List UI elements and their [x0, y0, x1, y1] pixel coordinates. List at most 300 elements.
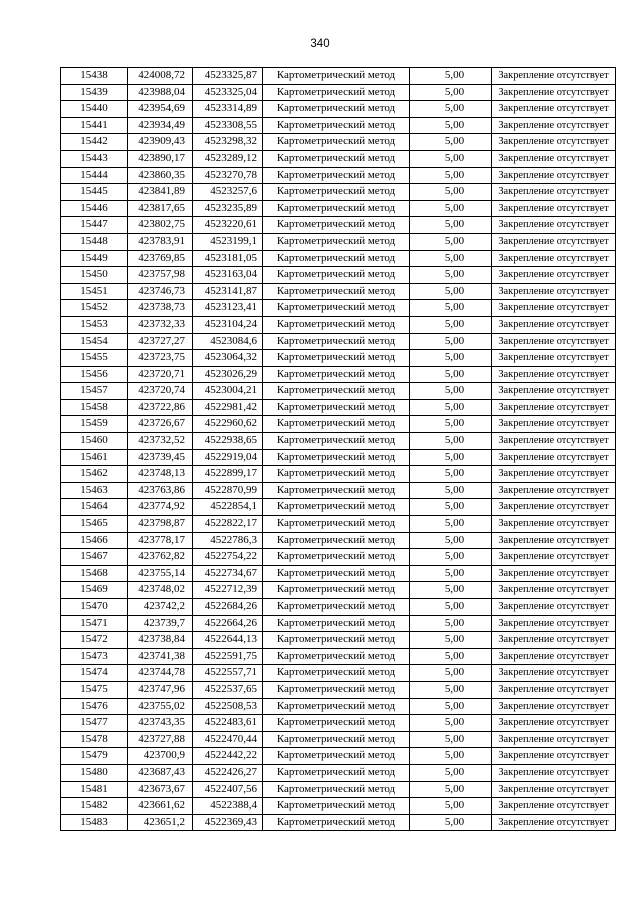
point-number-cell: 15466 — [61, 532, 128, 549]
x-coordinate-cell: 423744,78 — [128, 665, 193, 682]
point-number-cell: 15443 — [61, 150, 128, 167]
error-cell: 5,00 — [410, 632, 492, 649]
table-row — [61, 167, 616, 184]
y-coordinate-cell: 4523235,89 — [193, 200, 263, 217]
table-row — [61, 383, 616, 400]
x-coordinate-cell: 423841,89 — [128, 184, 193, 201]
y-coordinate-cell: 4523163,04 — [193, 267, 263, 284]
fixation-cell: Закрепление отсутствует — [492, 549, 616, 566]
x-coordinate-cell: 423755,02 — [128, 698, 193, 715]
y-coordinate-cell: 4522870,99 — [193, 482, 263, 499]
x-coordinate-cell: 423817,65 — [128, 200, 193, 217]
fixation-cell: Закрепление отсутствует — [492, 300, 616, 317]
table-row — [61, 150, 616, 167]
y-coordinate-cell: 4523270,78 — [193, 167, 263, 184]
x-coordinate-cell: 423743,35 — [128, 715, 193, 732]
error-cell: 5,00 — [410, 150, 492, 167]
point-number-cell: 15465 — [61, 516, 128, 533]
x-coordinate-cell: 424008,72 — [128, 68, 193, 85]
x-coordinate-cell: 423722,86 — [128, 399, 193, 416]
table-row — [61, 250, 616, 267]
method-cell: Картометрический метод — [263, 84, 410, 101]
table-row — [61, 366, 616, 383]
error-cell: 5,00 — [410, 433, 492, 450]
method-cell: Картометрический метод — [263, 184, 410, 201]
method-cell: Картометрический метод — [263, 250, 410, 267]
method-cell: Картометрический метод — [263, 632, 410, 649]
fixation-cell: Закрепление отсутствует — [492, 681, 616, 698]
page-number: 340 — [310, 38, 330, 50]
fixation-cell: Закрепление отсутствует — [492, 267, 616, 284]
y-coordinate-cell: 4523289,12 — [193, 150, 263, 167]
x-coordinate-cell: 423748,13 — [128, 466, 193, 483]
table-row — [61, 117, 616, 134]
x-coordinate-cell: 423720,74 — [128, 383, 193, 400]
method-cell: Картометрический метод — [263, 117, 410, 134]
fixation-cell: Закрепление отсутствует — [492, 798, 616, 815]
y-coordinate-cell: 4523026,29 — [193, 366, 263, 383]
point-number-cell: 15448 — [61, 233, 128, 250]
table-row — [61, 615, 616, 632]
x-coordinate-cell: 423954,69 — [128, 101, 193, 118]
point-number-cell: 15441 — [61, 117, 128, 134]
fixation-cell: Закрепление отсутствует — [492, 449, 616, 466]
error-cell: 5,00 — [410, 300, 492, 317]
y-coordinate-cell: 4522938,65 — [193, 433, 263, 450]
method-cell: Картометрический метод — [263, 748, 410, 765]
x-coordinate-cell: 423802,75 — [128, 217, 193, 234]
x-coordinate-cell: 423769,85 — [128, 250, 193, 267]
error-cell: 5,00 — [410, 715, 492, 732]
fixation-cell: Закрепление отсутствует — [492, 84, 616, 101]
method-cell: Картометрический метод — [263, 781, 410, 798]
y-coordinate-cell: 4522557,71 — [193, 665, 263, 682]
error-cell: 5,00 — [410, 117, 492, 134]
method-cell: Картометрический метод — [263, 798, 410, 815]
x-coordinate-cell: 423774,92 — [128, 499, 193, 516]
error-cell: 5,00 — [410, 582, 492, 599]
y-coordinate-cell: 4522644,13 — [193, 632, 263, 649]
x-coordinate-cell: 423738,84 — [128, 632, 193, 649]
y-coordinate-cell: 4523064,32 — [193, 350, 263, 367]
x-coordinate-cell: 423762,82 — [128, 549, 193, 566]
y-coordinate-cell: 4523308,55 — [193, 117, 263, 134]
table-row — [61, 482, 616, 499]
point-number-cell: 15445 — [61, 184, 128, 201]
x-coordinate-cell: 423738,73 — [128, 300, 193, 317]
point-number-cell: 15469 — [61, 582, 128, 599]
x-coordinate-cell: 423720,71 — [128, 366, 193, 383]
error-cell: 5,00 — [410, 101, 492, 118]
x-coordinate-cell: 423988,04 — [128, 84, 193, 101]
fixation-cell: Закрепление отсутствует — [492, 134, 616, 151]
error-cell: 5,00 — [410, 233, 492, 250]
table-row — [61, 764, 616, 781]
method-cell: Картометрический метод — [263, 665, 410, 682]
method-cell: Картометрический метод — [263, 316, 410, 333]
point-number-cell: 15457 — [61, 383, 128, 400]
error-cell: 5,00 — [410, 565, 492, 582]
method-cell: Картометрический метод — [263, 516, 410, 533]
y-coordinate-cell: 4522388,4 — [193, 798, 263, 815]
fixation-cell: Закрепление отсутствует — [492, 748, 616, 765]
point-number-cell: 15472 — [61, 632, 128, 649]
x-coordinate-cell: 423890,17 — [128, 150, 193, 167]
table-row — [61, 532, 616, 549]
method-cell: Картометрический метод — [263, 150, 410, 167]
fixation-cell: Закрепление отсутствует — [492, 764, 616, 781]
error-cell: 5,00 — [410, 350, 492, 367]
point-number-cell: 15483 — [61, 814, 128, 831]
point-number-cell: 15481 — [61, 781, 128, 798]
point-number-cell: 15452 — [61, 300, 128, 317]
fixation-cell: Закрепление отсутствует — [492, 200, 616, 217]
fixation-cell: Закрепление отсутствует — [492, 648, 616, 665]
point-number-cell: 15462 — [61, 466, 128, 483]
table-row — [61, 748, 616, 765]
method-cell: Картометрический метод — [263, 681, 410, 698]
point-number-cell: 15446 — [61, 200, 128, 217]
x-coordinate-cell: 423732,52 — [128, 433, 193, 450]
error-cell: 5,00 — [410, 217, 492, 234]
y-coordinate-cell: 4522483,61 — [193, 715, 263, 732]
point-number-cell: 15477 — [61, 715, 128, 732]
fixation-cell: Закрепление отсутствует — [492, 383, 616, 400]
fixation-cell: Закрепление отсутствует — [492, 499, 616, 516]
fixation-cell: Закрепление отсутствует — [492, 316, 616, 333]
error-cell: 5,00 — [410, 167, 492, 184]
table-row — [61, 134, 616, 151]
method-cell: Картометрический метод — [263, 300, 410, 317]
x-coordinate-cell: 423746,73 — [128, 283, 193, 300]
x-coordinate-cell: 423860,35 — [128, 167, 193, 184]
y-coordinate-cell: 4522426,27 — [193, 764, 263, 781]
x-coordinate-cell: 423755,14 — [128, 565, 193, 582]
fixation-cell: Закрепление отсутствует — [492, 233, 616, 250]
table-row — [61, 681, 616, 698]
table-row — [61, 798, 616, 815]
error-cell: 5,00 — [410, 698, 492, 715]
error-cell: 5,00 — [410, 399, 492, 416]
point-number-cell: 15438 — [61, 68, 128, 85]
method-cell: Картометрический метод — [263, 68, 410, 85]
y-coordinate-cell: 4522369,43 — [193, 814, 263, 831]
x-coordinate-cell: 423726,67 — [128, 416, 193, 433]
point-number-cell: 15449 — [61, 250, 128, 267]
point-number-cell: 15447 — [61, 217, 128, 234]
point-number-cell: 15459 — [61, 416, 128, 433]
fixation-cell: Закрепление отсутствует — [492, 117, 616, 134]
x-coordinate-cell: 423739,45 — [128, 449, 193, 466]
y-coordinate-cell: 4522854,1 — [193, 499, 263, 516]
point-number-cell: 15442 — [61, 134, 128, 151]
x-coordinate-cell: 423687,43 — [128, 764, 193, 781]
error-cell: 5,00 — [410, 814, 492, 831]
point-number-cell: 15468 — [61, 565, 128, 582]
table-row — [61, 516, 616, 533]
error-cell: 5,00 — [410, 283, 492, 300]
table-row — [61, 300, 616, 317]
fixation-cell: Закрепление отсутствует — [492, 632, 616, 649]
error-cell: 5,00 — [410, 184, 492, 201]
y-coordinate-cell: 4523084,6 — [193, 333, 263, 350]
method-cell: Картометрический метод — [263, 482, 410, 499]
point-number-cell: 15470 — [61, 599, 128, 616]
point-number-cell: 15458 — [61, 399, 128, 416]
method-cell: Картометрический метод — [263, 731, 410, 748]
method-cell: Картометрический метод — [263, 648, 410, 665]
y-coordinate-cell: 4522442,22 — [193, 748, 263, 765]
fixation-cell: Закрепление отсутствует — [492, 283, 616, 300]
method-cell: Картометрический метод — [263, 814, 410, 831]
x-coordinate-cell: 423783,91 — [128, 233, 193, 250]
point-number-cell: 15473 — [61, 648, 128, 665]
table-row — [61, 84, 616, 101]
fixation-cell: Закрепление отсутствует — [492, 565, 616, 582]
method-cell: Картометрический метод — [263, 698, 410, 715]
y-coordinate-cell: 4522981,42 — [193, 399, 263, 416]
point-number-cell: 15456 — [61, 366, 128, 383]
fixation-cell: Закрепление отсутствует — [492, 665, 616, 682]
point-number-cell: 15451 — [61, 283, 128, 300]
error-cell: 5,00 — [410, 499, 492, 516]
fixation-cell: Закрепление отсутствует — [492, 167, 616, 184]
point-number-cell: 15453 — [61, 316, 128, 333]
y-coordinate-cell: 4522537,65 — [193, 681, 263, 698]
y-coordinate-cell: 4522407,56 — [193, 781, 263, 798]
error-cell: 5,00 — [410, 681, 492, 698]
error-cell: 5,00 — [410, 416, 492, 433]
fixation-cell: Закрепление отсутствует — [492, 582, 616, 599]
error-cell: 5,00 — [410, 731, 492, 748]
point-number-cell: 15461 — [61, 449, 128, 466]
x-coordinate-cell: 423757,98 — [128, 267, 193, 284]
y-coordinate-cell: 4522591,75 — [193, 648, 263, 665]
y-coordinate-cell: 4522712,39 — [193, 582, 263, 599]
table-row — [61, 416, 616, 433]
fixation-cell: Закрепление отсутствует — [492, 101, 616, 118]
fixation-cell: Закрепление отсутствует — [492, 250, 616, 267]
table-row — [61, 283, 616, 300]
error-cell: 5,00 — [410, 482, 492, 499]
table-row — [61, 549, 616, 566]
method-cell: Картометрический метод — [263, 101, 410, 118]
error-cell: 5,00 — [410, 449, 492, 466]
x-coordinate-cell: 423763,86 — [128, 482, 193, 499]
error-cell: 5,00 — [410, 316, 492, 333]
y-coordinate-cell: 4523004,21 — [193, 383, 263, 400]
fixation-cell: Закрепление отсутствует — [492, 615, 616, 632]
table-row — [61, 433, 616, 450]
point-number-cell: 15476 — [61, 698, 128, 715]
point-number-cell: 15479 — [61, 748, 128, 765]
y-coordinate-cell: 4523141,87 — [193, 283, 263, 300]
method-cell: Картометрический метод — [263, 383, 410, 400]
table-row — [61, 200, 616, 217]
x-coordinate-cell: 423798,87 — [128, 516, 193, 533]
y-coordinate-cell: 4523314,89 — [193, 101, 263, 118]
fixation-cell: Закрепление отсутствует — [492, 366, 616, 383]
y-coordinate-cell: 4523325,04 — [193, 84, 263, 101]
table-row — [61, 599, 616, 616]
error-cell: 5,00 — [410, 366, 492, 383]
fixation-cell: Закрепление отсутствует — [492, 399, 616, 416]
method-cell: Картометрический метод — [263, 582, 410, 599]
point-number-cell: 15464 — [61, 499, 128, 516]
y-coordinate-cell: 4522822,17 — [193, 516, 263, 533]
table-row — [61, 731, 616, 748]
point-number-cell: 15444 — [61, 167, 128, 184]
fixation-cell: Закрепление отсутствует — [492, 516, 616, 533]
fixation-cell: Закрепление отсутствует — [492, 715, 616, 732]
table-row — [61, 267, 616, 284]
y-coordinate-cell: 4522754,22 — [193, 549, 263, 566]
x-coordinate-cell: 423673,67 — [128, 781, 193, 798]
method-cell: Картометрический метод — [263, 549, 410, 566]
method-cell: Картометрический метод — [263, 333, 410, 350]
table-row — [61, 399, 616, 416]
table-row — [61, 781, 616, 798]
x-coordinate-cell: 423661,62 — [128, 798, 193, 815]
y-coordinate-cell: 4522960,62 — [193, 416, 263, 433]
point-number-cell: 15467 — [61, 549, 128, 566]
y-coordinate-cell: 4522684,26 — [193, 599, 263, 616]
error-cell: 5,00 — [410, 516, 492, 533]
method-cell: Картометрический метод — [263, 134, 410, 151]
y-coordinate-cell: 4522899,17 — [193, 466, 263, 483]
method-cell: Картометрический метод — [263, 366, 410, 383]
fixation-cell: Закрепление отсутствует — [492, 150, 616, 167]
method-cell: Картометрический метод — [263, 399, 410, 416]
coordinates-table-body — [61, 68, 616, 831]
method-cell: Картометрический метод — [263, 466, 410, 483]
x-coordinate-cell: 423727,88 — [128, 731, 193, 748]
error-cell: 5,00 — [410, 333, 492, 350]
table-row — [61, 814, 616, 831]
y-coordinate-cell: 4523123,41 — [193, 300, 263, 317]
error-cell: 5,00 — [410, 748, 492, 765]
fixation-cell: Закрепление отсутствует — [492, 482, 616, 499]
point-number-cell: 15460 — [61, 433, 128, 450]
x-coordinate-cell: 423778,17 — [128, 532, 193, 549]
point-number-cell: 15439 — [61, 84, 128, 101]
point-number-cell: 15463 — [61, 482, 128, 499]
method-cell: Картометрический метод — [263, 167, 410, 184]
error-cell: 5,00 — [410, 764, 492, 781]
error-cell: 5,00 — [410, 549, 492, 566]
fixation-cell: Закрепление отсутствует — [492, 184, 616, 201]
fixation-cell: Закрепление отсутствует — [492, 814, 616, 831]
y-coordinate-cell: 4523220,61 — [193, 217, 263, 234]
x-coordinate-cell: 423739,7 — [128, 615, 193, 632]
x-coordinate-cell: 423741,38 — [128, 648, 193, 665]
y-coordinate-cell: 4522786,3 — [193, 532, 263, 549]
point-number-cell: 15482 — [61, 798, 128, 815]
error-cell: 5,00 — [410, 532, 492, 549]
table-row — [61, 184, 616, 201]
error-cell: 5,00 — [410, 781, 492, 798]
y-coordinate-cell: 4523181,05 — [193, 250, 263, 267]
table-row — [61, 233, 616, 250]
table-row — [61, 648, 616, 665]
error-cell: 5,00 — [410, 599, 492, 616]
error-cell: 5,00 — [410, 798, 492, 815]
y-coordinate-cell: 4522470,44 — [193, 731, 263, 748]
method-cell: Картометрический метод — [263, 416, 410, 433]
y-coordinate-cell: 4523298,32 — [193, 134, 263, 151]
y-coordinate-cell: 4523325,87 — [193, 68, 263, 85]
x-coordinate-cell: 423934,49 — [128, 117, 193, 134]
y-coordinate-cell: 4523257,6 — [193, 184, 263, 201]
method-cell: Картометрический метод — [263, 499, 410, 516]
error-cell: 5,00 — [410, 648, 492, 665]
fixation-cell: Закрепление отсутствует — [492, 698, 616, 715]
method-cell: Картометрический метод — [263, 350, 410, 367]
x-coordinate-cell: 423651,2 — [128, 814, 193, 831]
x-coordinate-cell: 423748,02 — [128, 582, 193, 599]
point-number-cell: 15478 — [61, 731, 128, 748]
method-cell: Картометрический метод — [263, 217, 410, 234]
method-cell: Картометрический метод — [263, 283, 410, 300]
method-cell: Картометрический метод — [263, 565, 410, 582]
table-row — [61, 101, 616, 118]
y-coordinate-cell: 4522664,26 — [193, 615, 263, 632]
y-coordinate-cell: 4522734,67 — [193, 565, 263, 582]
method-cell: Картометрический метод — [263, 532, 410, 549]
point-number-cell: 15440 — [61, 101, 128, 118]
x-coordinate-cell: 423700,9 — [128, 748, 193, 765]
table-row — [61, 698, 616, 715]
point-number-cell: 15450 — [61, 267, 128, 284]
fixation-cell: Закрепление отсутствует — [492, 217, 616, 234]
point-number-cell: 15454 — [61, 333, 128, 350]
method-cell: Картометрический метод — [263, 599, 410, 616]
x-coordinate-cell: 423747,96 — [128, 681, 193, 698]
error-cell: 5,00 — [410, 615, 492, 632]
table-row — [61, 350, 616, 367]
method-cell: Картометрический метод — [263, 715, 410, 732]
y-coordinate-cell: 4522919,04 — [193, 449, 263, 466]
method-cell: Картометрический метод — [263, 233, 410, 250]
point-number-cell: 15480 — [61, 764, 128, 781]
table-row — [61, 499, 616, 516]
error-cell: 5,00 — [410, 665, 492, 682]
y-coordinate-cell: 4522508,53 — [193, 698, 263, 715]
error-cell: 5,00 — [410, 250, 492, 267]
point-number-cell: 15475 — [61, 681, 128, 698]
x-coordinate-cell: 423909,43 — [128, 134, 193, 151]
fixation-cell: Закрепление отсутствует — [492, 333, 616, 350]
table-row — [61, 217, 616, 234]
point-number-cell: 15471 — [61, 615, 128, 632]
x-coordinate-cell: 423723,75 — [128, 350, 193, 367]
error-cell: 5,00 — [410, 383, 492, 400]
fixation-cell: Закрепление отсутствует — [492, 68, 616, 85]
table-row — [61, 316, 616, 333]
x-coordinate-cell: 423727,27 — [128, 333, 193, 350]
point-number-cell: 15455 — [61, 350, 128, 367]
method-cell: Картометрический метод — [263, 449, 410, 466]
table-row — [61, 466, 616, 483]
y-coordinate-cell: 4523199,1 — [193, 233, 263, 250]
error-cell: 5,00 — [410, 466, 492, 483]
fixation-cell: Закрепление отсутствует — [492, 731, 616, 748]
fixation-cell: Закрепление отсутствует — [492, 433, 616, 450]
table-row — [61, 68, 616, 85]
error-cell: 5,00 — [410, 68, 492, 85]
table-row — [61, 565, 616, 582]
method-cell: Картометрический метод — [263, 615, 410, 632]
